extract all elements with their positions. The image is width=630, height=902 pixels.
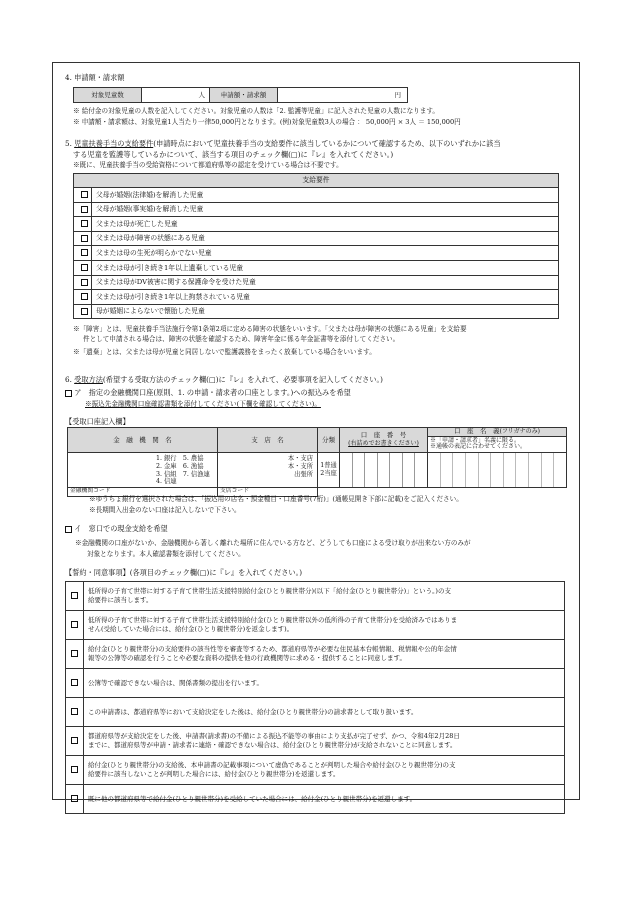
section6-title: 6. 受取方法(希望する受取方法のチェック欄(□)に『レ』を入れて、必要事項を記入してください。) — [65, 375, 383, 384]
yucho-note: ※ゆうちょ銀行を選択された場合は、「振込用の店名・預金種目・口座番号(7桁)」(通帳見開き下部に記載)をご記入ください。 — [89, 495, 463, 503]
amount-label: 申請額・請求額 — [210, 88, 278, 103]
req-item-8: 父または母が引き続き1年以上拘禁されている児童 — [92, 290, 559, 305]
req-item-7: 父または母がDV被害に関する保護命令を受けた児童 — [92, 275, 559, 290]
req-checkbox-7[interactable] — [81, 279, 88, 286]
section5-title-line2: する児童を監護等しているかについて、該当する項目のチェック欄(□)に『レ』を入れてください。) — [73, 150, 394, 159]
pledge-item-1: 低所得の子育て世帯に対する子育て世帯生活支援特別給付金(ひとり親世帯分)(以下「給付金(ひとり親世帯分)」という。)の支 給要件に該当します。 — [84, 582, 565, 611]
section5-note1a: ※「障害」とは、児童扶養手当法施行令第1条第2項に定める障害の状態をいいます。「父または母が障害の状態にある児童」を支給要 — [73, 325, 467, 333]
count-label: 対象児童数 — [74, 88, 142, 103]
account-section-title: 【受取口座記入欄】 — [65, 417, 130, 426]
count-unit: 人 — [198, 90, 205, 99]
req-checkbox-5[interactable] — [81, 249, 88, 256]
option-a-note: ※振込先金融機関口座確認書類を添付してください(下欄を確認してください)。 — [85, 400, 321, 408]
account-table — [67, 427, 567, 497]
pledge-item-5: この申請書は、都道府県等において支給決定をした後は、給付金(ひとり親世帯分)の請求書として取り扱います。 — [84, 698, 565, 727]
amount-field[interactable] — [278, 88, 408, 103]
req-checkbox-1[interactable] — [81, 191, 88, 198]
req-checkbox-4[interactable] — [81, 235, 88, 242]
pledge-checkbox-1[interactable] — [71, 592, 78, 599]
type-header: 分類 — [318, 428, 340, 453]
account-name-cell[interactable] — [428, 452, 567, 487]
req-item-5: 父または母の生死が明らかでない児童 — [92, 246, 559, 261]
pledge-item-3: 給付金(ひとり親世帯分)の支給要件の該当性等を審査等するため、都道府県等が必要な住民基本台帳情報、税情報や公的年金情 報等の公簿等の確認を行うことや必要な資料の提供を他の行政機関等に求める・提供することに同意します。 — [84, 640, 565, 669]
section4-note2: ※ 申請額・請求額は、対象児童1人当たり一律50,000円となります。(例)対象児童数3人の場合 ： 50,000円 × 3人 ＝ 150,000円 — [73, 118, 461, 126]
pledge-item-7: 給付金(ひとり親世帯分)の支給後、本申請書の記載事項について虚偽であることが判明した場合や給付金(ひとり親世帯分)の支 給要件に該当しないことが判明した場合には、給付金(ひとり親世帯分)を返還します。 — [84, 756, 565, 785]
branch-code-cell[interactable]: 支店コード — [218, 487, 318, 496]
requirements-table — [73, 173, 559, 319]
option-a-label: ア 指定の金融機関口座(原則、1. の申請・請求者の口座とします。)への振込みを希望 — [74, 388, 351, 397]
option-b-label: イ 窓口での現金支給を希望 — [74, 524, 168, 533]
pledge-checkbox-4[interactable] — [71, 679, 78, 686]
pledge-checkbox-5[interactable] — [71, 708, 78, 715]
req-item-9: 母が婚姻によらないで懐胎した児童 — [92, 304, 559, 319]
pledge-item-4: 公簿等で確認できない場合は、関係書類の提出を行います。 — [84, 669, 565, 698]
amount-unit: 円 — [394, 90, 401, 99]
bank-name-cell[interactable] — [68, 452, 218, 487]
req-checkbox-8[interactable] — [81, 293, 88, 300]
req-item-2: 父母が婚姻(事実婚)を解消した児童 — [92, 202, 559, 217]
account-type-options[interactable]: 1普通 2当座 — [318, 452, 340, 487]
option-a — [65, 388, 351, 397]
section4-title: 4. 申請額・請求額 — [65, 73, 125, 82]
pledge-item-8: 既に他の都道府県等で給付金(ひとり親世帯分)を受給していた場合には、給付金(ひとり親世帯分)を返還します。 — [84, 785, 565, 814]
name-notes: ※「申請・請求者」名義に限る。 ※通帳の表記に合わせてください。 — [428, 436, 566, 452]
pledge-checkbox-2[interactable] — [71, 621, 78, 628]
option-a-checkbox[interactable] — [65, 390, 72, 397]
longterm-note: ※長期間入出金のない口座は記入しないで下さい。 — [89, 506, 241, 514]
account-name-header: 口 座 名 義(フリガナのみ) ※「申請・請求者」名義に限る。 ※通帳の表記に合わせてください。 — [428, 428, 567, 453]
req-item-4: 父または母が障害の状態にある児童 — [92, 231, 559, 246]
req-checkbox-6[interactable] — [81, 264, 88, 271]
section5-note2: ※「遺棄」とは、父または母が児童と同居しないで監護義務をまったく放棄している場合をいいます。 — [73, 348, 376, 356]
branch-type-options: 本・支店 本・支所 出張所 — [287, 454, 313, 478]
option-b-note2: 対象となります。本人確認書類を添付してください。 — [87, 550, 245, 558]
bank-type-options: 1. 銀行 5. 農協 2. 金庫 6. 漁協 3. 信組 7. 信漁連 4. 信連 — [156, 454, 210, 486]
branch-header: 支 店 名 — [218, 428, 318, 453]
pledge-table — [65, 581, 565, 814]
pledge-item-6: 都道府県等が支給決定をした後、申請書(請求書)の不備による振込不能等の事由により支払が完了せず、かつ、令和4年2月28日 までに、都道府県等が申請・請求者に連絡・確認できない場合は、給付金(ひとり親世帯分)が支給されないことに同意します。 — [84, 727, 565, 756]
option-b-note1: ※金融機関の口座がないか、金融機関から著しく離れた場所に住んでいる方など、どうしても口座による受け取りが出来ない方のみが — [75, 539, 471, 547]
branch-name-cell[interactable] — [218, 452, 318, 487]
req-item-1: 父母が婚姻(法律婚)を解消した児童 — [92, 188, 559, 203]
pledge-checkbox-3[interactable] — [71, 650, 78, 657]
req-item-3: 父または母が死亡した児童 — [92, 217, 559, 232]
req-checkbox-2[interactable] — [81, 206, 88, 213]
bank-code-cell[interactable]: 金融機関コード — [68, 487, 218, 496]
section5-note1b: 件として申請される場合は、障害の状態を確認するため、障害年金に係る年金証書等を添付してください。 — [83, 335, 400, 343]
requirements-header: 支給要件 — [74, 174, 559, 188]
pledge-checkbox-6[interactable] — [71, 737, 78, 744]
option-b-checkbox[interactable] — [65, 526, 72, 533]
req-checkbox-9[interactable] — [81, 308, 88, 315]
pledge-item-2: 低所得の子育て世帯に対する子育て世帯生活支援特別給付金(ひとり親世帯以外の低所得の子育て世帯分)を受給済みではありま せん(受給していた場合には、給付金(ひとり親世帯分)を返金します)。 — [84, 611, 565, 640]
req-item-6: 父または母が引き続き1年以上遺棄している児童 — [92, 260, 559, 275]
section5-title-line3: ※既に、児童扶養手当の受給資格について都道府県等の認定を受けている場合は不要です。 — [73, 161, 343, 169]
pledge-checkbox-7[interactable] — [71, 766, 78, 773]
form-page — [52, 62, 580, 803]
req-checkbox-3[interactable] — [81, 220, 88, 227]
section4-note1: ※ 給付金の対象児童の人数を記入してください。対象児童の人数は「2. 監護等児童」に記入された児童の人数になります。 — [73, 107, 440, 115]
account-number-header: 口 座 番 号 (右詰めでお書きください) — [340, 428, 428, 453]
pledge-checkbox-8[interactable] — [71, 795, 78, 802]
account-number-cell[interactable] — [340, 452, 428, 487]
section5-title: 5. 児童扶養手当の支給要件(申請時点において児童扶養手当の支給要件に該当しているかについて確認するため、以下のいずれかに該当 — [65, 139, 501, 148]
option-b — [65, 524, 168, 533]
pledge-title: 【誓約・同意事項】(各項目のチェック欄(□)に『レ』を入れてください。) — [65, 568, 303, 577]
bank-header: 金 融 機 関 名 — [68, 428, 218, 453]
count-field[interactable] — [142, 88, 210, 103]
amount-table — [73, 87, 408, 103]
